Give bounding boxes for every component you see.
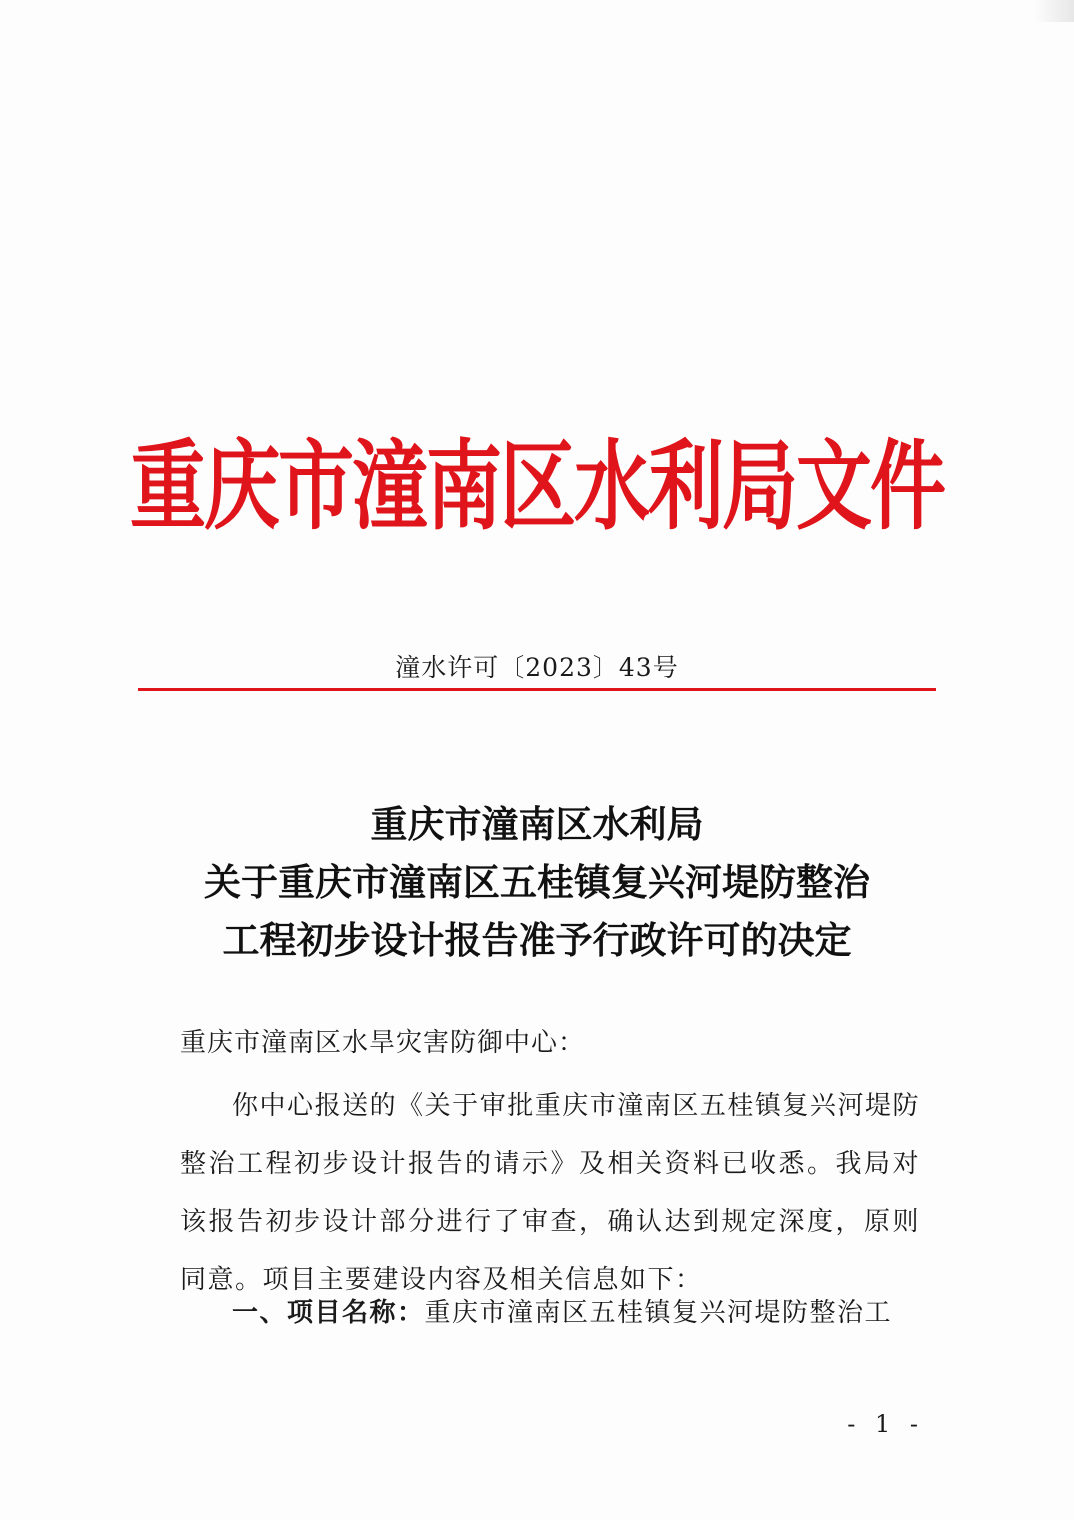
decision-title [0, 795, 1074, 969]
page-number: - 1 - [847, 1410, 924, 1438]
body-paragraph [180, 1077, 920, 1309]
document-header-title: 重庆市潼南区水利局文件 [130, 429, 944, 543]
decision-title-line-3: 工程初步设计报告准予行政许可的决定 [222, 918, 852, 962]
body-paragraph-text: 你中心报送的《关于审批重庆市潼南区五桂镇复兴河堤防整治工程初步设计报告的请示》及相关资料已收悉。我局对该报告初步设计部分进行了审查，确认达到规定深度，原则同意。项目主要建设内容及相关信息如下： [180, 1091, 920, 1295]
red-divider-line [138, 688, 936, 691]
decision-title-line-1: 重庆市潼南区水利局 [370, 802, 704, 846]
item-project-name-label: 一、项目名称： [232, 1298, 425, 1328]
document-number: 潼水许可〔2023〕43号 [395, 653, 679, 682]
recipient-line: 重庆市潼南区水旱灾害防御中心： [180, 1028, 586, 1058]
decision-title-line-2: 关于重庆市潼南区五桂镇复兴河堤防整治 [204, 860, 870, 904]
scan-edge [1034, 0, 1074, 22]
item-project-name-value: 重庆市潼南区五桂镇复兴河堤防整治工 [424, 1298, 893, 1328]
item-project-name [180, 1292, 920, 1329]
